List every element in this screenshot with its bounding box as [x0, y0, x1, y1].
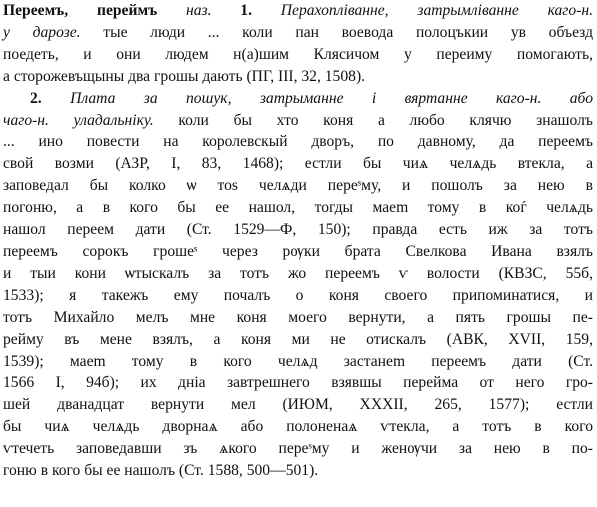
sense-2-quote: коли бы хто коня а любо клячю знашолъ: [178, 111, 593, 129]
entry-line-9: заповедал бы колко ѡ тоѕ челѧди переˢму, и пошолъ за нею в: [3, 177, 593, 195]
entry-line-4: а сторожевъщыны два грошы дають (ПГ, III, 32, 1508).: [3, 67, 366, 85]
sense-1-definition-cont: у дарозе.: [3, 23, 81, 41]
sense-2-definition-cont: чаго-н. уладальніку.: [3, 111, 154, 129]
sense-1-number: 1.: [240, 2, 252, 19]
entry-line-19: шей дванадцат вернути мел (ИЮМ, XXXII, 265, 1577); естли: [3, 396, 593, 414]
sense-1-quote: тые люди ... коли пан воевода полоцъкии ув объезд: [103, 23, 593, 41]
sense-2-number: 2.: [30, 89, 42, 107]
entry-line-11: нашол переем дати (Ст. 1529—Ф, 150); правда есть иж за тотъ: [3, 221, 593, 239]
entry-line-18: 1566 І, 94б); их днiа завтрешнего взявшы перейма от него гро-: [3, 374, 593, 392]
entry-line-21: ѵтечеть заповедавши зъ ѧкого переˢму и женѹчи за нею в по-: [3, 440, 593, 458]
entry-line-14: 1533); я такежъ ему почалъ о коня своего припоминатися, и: [3, 286, 593, 304]
entry-line-22: гоню в кого бы ее нашолъ (Ст. 1588, 500—501).: [3, 462, 319, 480]
entry-line-13: и тыи кони ѡтыскалъ за тотъ жо переемъ ѵ волости (КВЗС, 55б,: [3, 264, 593, 282]
entry-line-2: [3, 22, 593, 44]
grammar-label: наз.: [185, 2, 212, 19]
headword: Переемъ, переймъ: [3, 2, 158, 19]
entry-line-3: поедеть, и они людем н(а)шим Клясичом у переиму помогають,: [3, 45, 593, 63]
entry-line-1: [3, 0, 593, 22]
entry-line-16: рейму въ мене взялъ, а коня ми не отискалъ (АВК, XVII, 159,: [3, 330, 593, 348]
sense-1-definition: Перахопліванне, затрымліванне каго-н.: [280, 2, 593, 19]
entry-line-6: [3, 110, 593, 132]
entry-line-8: свой возми (АЗР, І, 83, 1468); естли бы чиѧ челѧдь втекла, а: [3, 155, 593, 173]
entry-line-17: 1539); маеm тому в кого челѧд застанеm переемъ дати (Ст.: [3, 352, 593, 370]
dictionary-entry: [3, 0, 593, 482]
entry-line-15: тотъ Михайло мелъ мне коня моего вернути, а пять грошы пе-: [3, 308, 593, 326]
entry-line-7: ... ино повести на королевскый дворъ, по давному, да переемъ: [3, 133, 593, 151]
entry-line-10: погоню, а в кого бы ее нашол, тогды маеm тому в коѓ челѧдь: [3, 199, 593, 217]
entry-line-20: бы чиѧ челѧдь дворнаѧ або полоненаѧ ѵтекла, а тотъ в кого: [3, 418, 593, 436]
entry-line-5: [3, 88, 593, 110]
entry-line-12: переемъ сорокъ грошеˢ через рѹки брата Свелкова Ивана взялъ: [3, 242, 593, 260]
sense-2-definition: Плата за пошук, затрыманне і вяртанне каго-н. або: [70, 89, 593, 107]
